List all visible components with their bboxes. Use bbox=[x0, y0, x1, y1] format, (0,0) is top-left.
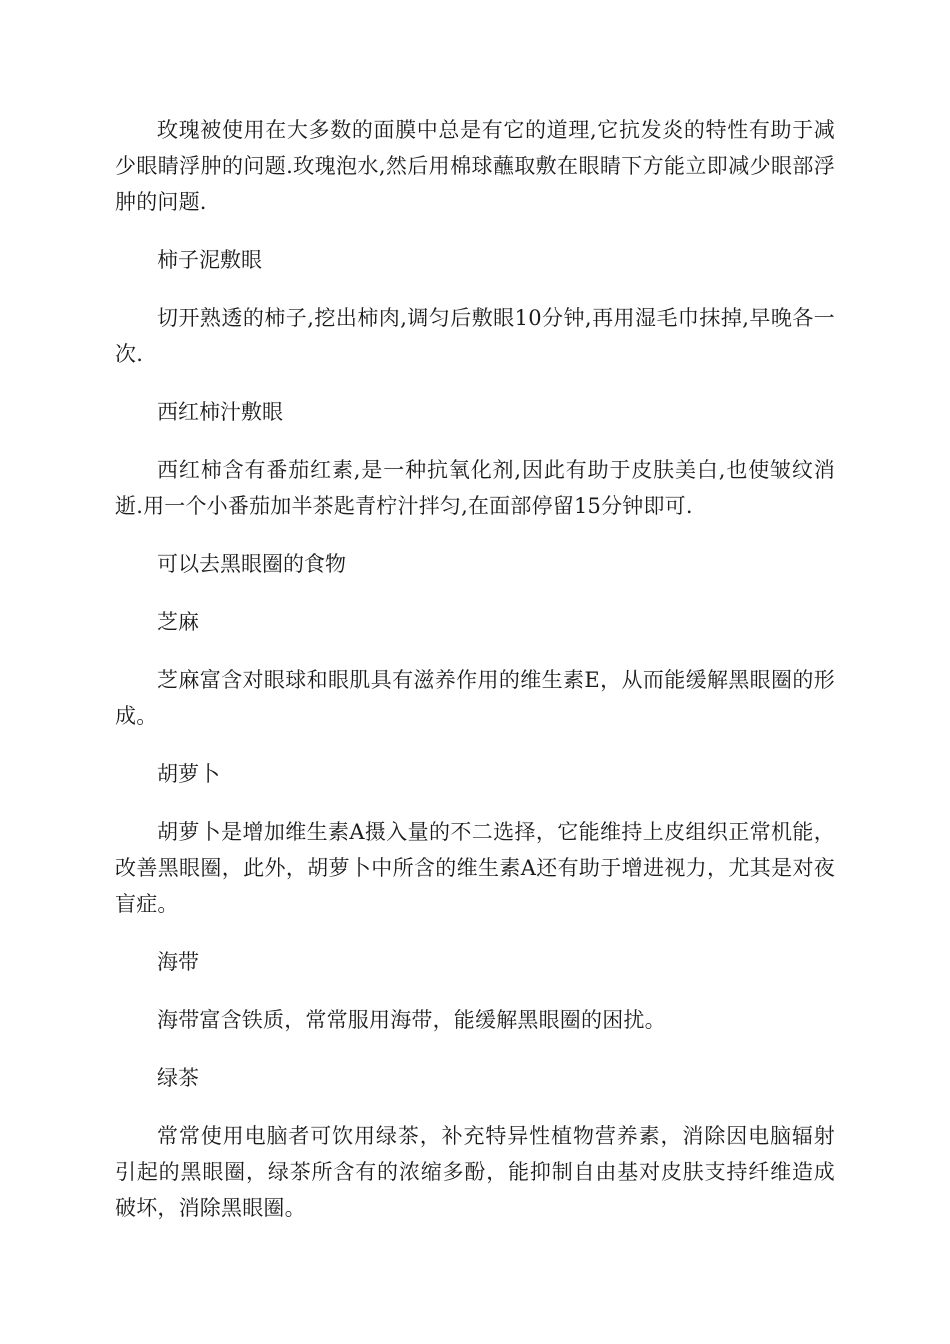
paragraph-sesame: 芝麻富含对眼球和眼肌具有滋养作用的维生素E，从而能缓解黑眼圈的形成。 bbox=[115, 668, 835, 728]
paragraph-persimmon-method: 切开熟透的柿子,挖出柿肉,调匀后敷眼10分钟,再用湿毛巾抹掉,早晚各一次. bbox=[115, 306, 835, 366]
paragraph-kelp: 海带富含铁质，常常服用海带，能缓解黑眼圈的困扰。 bbox=[157, 1008, 666, 1032]
heading-kelp: 海带 bbox=[157, 950, 199, 974]
paragraph-tomato-method: 西红柿含有番茄红素,是一种抗氧化剂,因此有助于皮肤美白,也使皱纹消逝.用一个小番茄加半茶匙青柠汁拌匀,在面部停留15分钟即可. bbox=[115, 458, 835, 518]
heading-tomato-juice-eye-mask: 西红柿汁敷眼 bbox=[157, 400, 283, 424]
heading-persimmon-eye-mask: 柿子泥敷眼 bbox=[157, 248, 262, 272]
paragraph-carrot: 胡萝卜是增加维生素A摄入量的不二选择，它能维持上皮组织正常机能，改善黑眼圈，此外，胡萝卜中所含的维生素A还有助于增进视力，尤其是对夜盲症。 bbox=[115, 820, 835, 916]
heading-carrot: 胡萝卜 bbox=[157, 762, 220, 786]
paragraph-rose-eye-puffiness: 玫瑰被使用在大多数的面膜中总是有它的道理,它抗发炎的特性有助于减少眼睛浮肿的问题.玫瑰泡水,然后用棉球蘸取敷在眼睛下方能立即减少眼部浮肿的问题. bbox=[115, 118, 835, 214]
heading-green-tea: 绿茶 bbox=[157, 1066, 199, 1090]
heading-dark-circle-foods: 可以去黑眼圈的食物 bbox=[157, 552, 346, 576]
paragraph-green-tea: 常常使用电脑者可饮用绿茶，补充特异性植物营养素，消除因电脑辐射引起的黑眼圈，绿茶所含有的浓缩多酚，能抑制自由基对皮肤支持纤维造成破坏，消除黑眼圈。 bbox=[115, 1124, 835, 1220]
document-body bbox=[115, 112, 835, 1248]
heading-sesame: 芝麻 bbox=[157, 610, 199, 634]
